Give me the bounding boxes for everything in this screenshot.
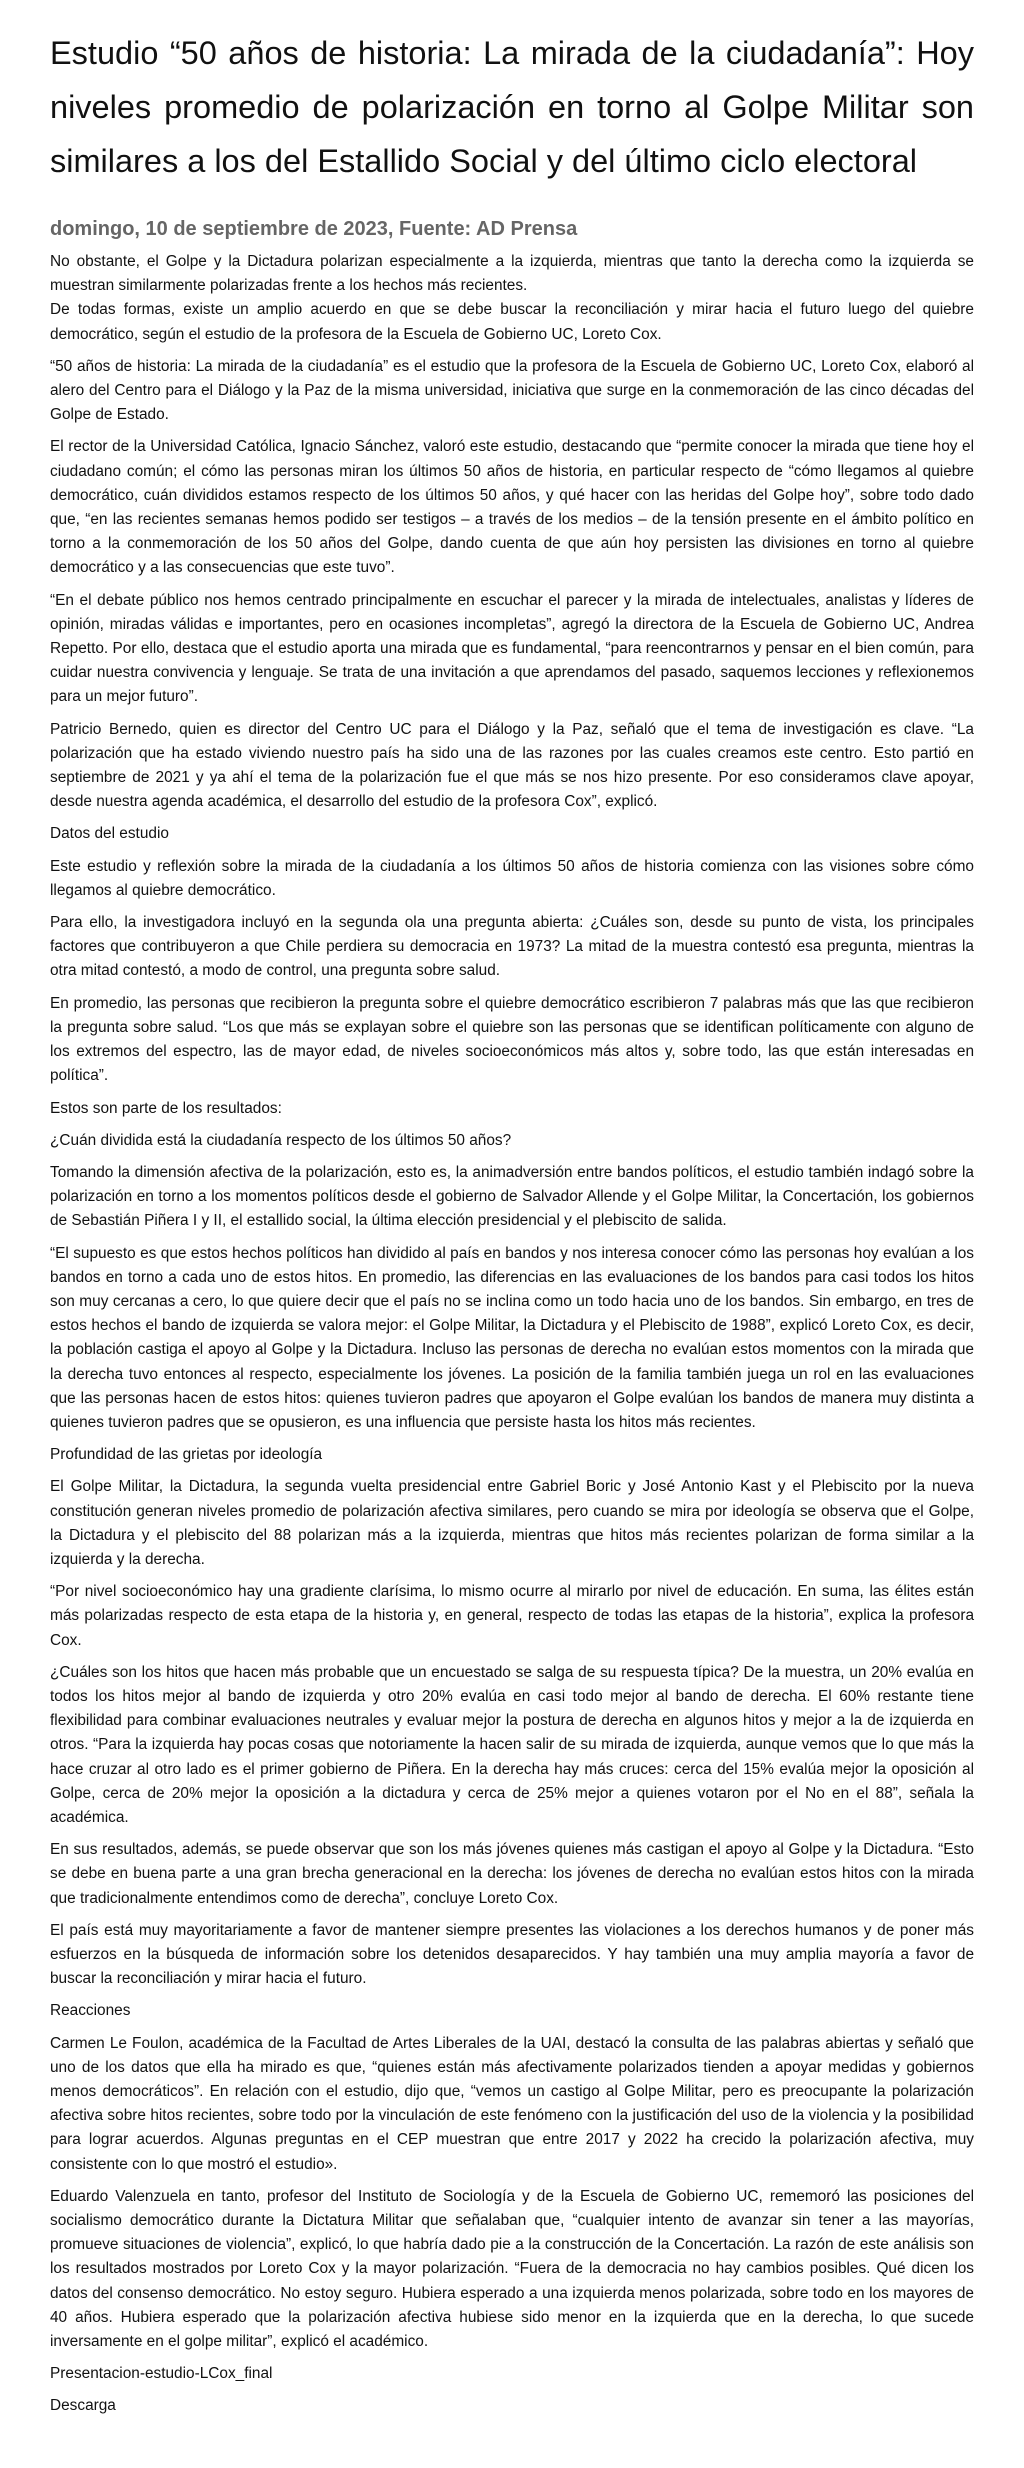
article-paragraph: Carmen Le Foulon, académica de la Facultad de Artes Liberales de la UAI, destacó la consulta de las palabras abiertas y señaló que uno de los datos que ella ha mirado es que, “quienes están más afectivamente polarizados tienden a apoyar medidas y gobiernos menos democráticos”. En relación con el estudio, dijo que, “vemos un castigo al Golpe Militar, pero es preocupante la polarización afectiva sobre hitos recientes, sobre todo por la vinculación de este fenómeno con la justificación del uso de la violencia y la posibilidad para lograr acuerdos. Algunas preguntas en el CEP muestran que entre 2017 y 2022 ha crecido la polarización afectiva, muy consistente con lo que mostró el estudio».: [50, 2034, 974, 2173]
article-paragraph: “50 años de historia: La mirada de la ciudadanía” es el estudio que la profesora de la Escuela de Gobierno UC, Loreto Cox, elaboró al alero del Centro para el Diálogo y la Paz de la misma universidad, iniciativa que surge en la conmemoración de las cinco décadas del Golpe de Estado.: [50, 357, 974, 424]
article-paragraph: El Golpe Militar, la Dictadura, la segunda vuelta presidencial entre Gabriel Boric y José Antonio Kast y el Plebiscito por la nueva constitución generan niveles promedio de polarización afectiva similares, pero cuando se mira por ideología se observa que el Golpe, la Dictadura y el plebiscito del 88 polarizan más a la izquierda, mientras que hitos más recientes polarizan de forma similar a la izquierda y la derecha.: [50, 1478, 974, 1568]
article-paragraph: “En el debate público nos hemos centrado principalmente en escuchar el parecer y la mirada de intelectuales, analistas y líderes de opinión, miradas válidas e importantes, pero en ocasiones incompletas”, agregó la directora de la Escuela de Gobierno UC, Andrea Repetto. Por ello, destaca que el estudio aporta una mirada que es fundamental, “para reencontrarnos y pensar en el bien común, para cuidar nuestra convivencia y lenguaje. Se trata de una invitación a que aprendamos del pasado, saquemos lecciones y reflexionemos para un mejor futuro”.: [50, 591, 974, 706]
article-paragraph: Tomando la dimensión afectiva de la polarización, esto es, la animadversión entre bandos políticos, el estudio también indagó sobre la polarización en torno a los momentos políticos desde el gobierno de Salvador Allende y el Golpe Militar, la Concertación, los gobiernos de Sebastián Piñera I y II, el estallido social, la última elección presidencial y el plebiscito de salida.: [50, 1163, 974, 1230]
section-heading: ¿Cuán dividida está la ciudadanía respecto de los últimos 50 años?: [50, 1131, 512, 1149]
section-heading: Datos del estudio: [50, 825, 169, 843]
article-title: Estudio “50 años de historia: La mirada de la ciudadanía”: Hoy niveles promedio de polarización en torno al Golpe Militar son similares a los del Estallido Social y del último ciclo electoral: [50, 35, 974, 179]
article-paragraph: Para ello, la investigadora incluyó en la segunda ola una pregunta abierta: ¿Cuáles son, desde su punto de vista, los principales factores que contribuyeron a que Chile perdiera su democracia en 1973? La mitad de la muestra contestó esa pregunta, mientras la otra mitad contestó, a modo de control, una pregunta sobre salud.: [50, 914, 974, 980]
article-paragraph: “Por nivel socioeconómico hay una gradiente clarísima, lo mismo ocurre al mirarlo por nivel de educación. En suma, las élites están más polarizadas respecto de esta etapa de la historia y, en general, respecto de todas las etapas de la historia”, explica la profesora Cox.: [50, 1583, 974, 1649]
article-paragraph: Eduardo Valenzuela en tanto, profesor del Instituto de Sociología y de la Escuela de Gobierno UC, rememoró las posiciones del socialismo democrático durante la Dictatura Militar que señalaban que, “cualquier intento de avanzar sin tener a las mayorías, promueve situaciones de violencia”, explicó, lo que habría dado pie a la construcción de la Concertación. La razón de este análisis son los resultados mostrados por Loreto Cox y la mayor polarización. “Fuera de la democracia no hay cambios posibles. Qué dicen los datos del consenso democrático. No estoy seguro. Hubiera esperado a una izquierda menos polarizada, sobre todo en los mayores de 40 años. Hubiera esperado que la polarización afectiva hubiese sido menor en la izquierda que en la derecha, lo que sucede inversamente en el golpe militar”, explicó el académico.: [50, 2187, 974, 2351]
article-paragraph: Estos son parte de los resultados:: [50, 1099, 282, 1117]
article-paragraph: En promedio, las personas que recibieron la pregunta sobre el quiebre democrático escribieron 7 palabras más que las que recibieron la pregunta sobre salud. “Los que más se explayan sobre el quiebre son las personas que se identifican políticamente con alguno de los extremos del espectro, las de mayor edad, de niveles socioeconómicos más altos y, sobre todo, las que están interesadas en política”.: [50, 994, 974, 1085]
section-heading: Reacciones: [50, 2002, 131, 2020]
article-paragraph: ¿Cuáles son los hitos que hacen más probable que un encuestado se salga de su respuesta típica? De la muestra, un 20% evalúa en todos los hitos mejor al bando de izquierda y otro 20% evalúa en casi todo mejor al bando de derecha. El 60% restante tiene flexibilidad para combinar evaluaciones neutrales y evaluar mejor la postura de derecha en algunos hitos y mejor a la de izquierda en otros. “Para la izquierda hay pocas cosas que notoriamente la hacen salir de su mirada de izquierda, aunque vemos que lo que más la hace cruzar al otro lado es el primer gobierno de Piñera. En la derecha hay más cruces: cerca del 15% evalúa mejor la oposición al Golpe, cerca de 20% mejor la oposición a la dictadura y cerca de 25% mejor a quienes votaron por el No en el 88”, señala la académica.: [50, 1663, 974, 1826]
attachment-link[interactable]: Presentacion-estudio-LCox_final: [50, 2365, 273, 2383]
download-link[interactable]: Descarga: [50, 2397, 116, 2415]
section-heading: Profundidad de las grietas por ideología: [50, 1446, 323, 1464]
article-paragraph: No obstante, el Golpe y la Dictadura polarizan especialmente a la izquierda, mientras que tanto la derecha como la izquierda se muestran similarmente polarizadas frente a los hechos más recientes.: [50, 253, 974, 295]
article-paragraph: “El supuesto es que estos hechos políticos han dividido al país en bandos y nos interesa conocer cómo las personas hoy evalúan a los bandos en torno a cada uno de estos hitos. En promedio, las diferencias en las evaluaciones de los bandos para casi todos los hitos son muy cercanas a cero, lo que quiere decir que el país no se inclina como un todo hacia uno de los bandos. Sin embargo, en tres de estos hechos el bando de izquierda se valora mejor: el Golpe Militar, la Dictadura y el Plebiscito de 1988”, explicó Loreto Cox, es decir, la población castiga el apoyo al Golpe y la Dictadura. Incluso las personas de derecha no evalúan estos momentos con la mirada que la derecha tuvo entonces al respecto, especialmente los jóvenes. La posición de la familia también juega un rol en las evaluaciones que las personas hacen de estos hitos: quienes tuvieron padres que apoyaron el Golpe evalúan los bandos de manera muy distinta a quienes tuvieron padres que se opusieron, es una influencia que persiste hasta los hitos más recientes.: [50, 1244, 974, 1431]
article-paragraph: Este estudio y reflexión sobre la mirada de la ciudadanía a los últimos 50 años de historia comienza con las visiones sobre cómo llegamos al quiebre democrático.: [50, 857, 974, 899]
article-paragraph: El rector de la Universidad Católica, Ignacio Sánchez, valoró este estudio, destacando que “permite conocer la mirada que tiene hoy el ciudadano común; el cómo las personas miran los últimos 50 años de historia, en particular respecto de “cómo llegamos al quiebre democrático, cuán divididos estamos respecto de los últimos 50 años, y qué hacer con las heridas del Golpe hoy”, sobre todo dado que, “en las recientes semanas hemos podido ser testigos – a través de los medios – de la tensión presente en el ámbito político en torno a la conmemoración de los 50 años del Golpe, dando cuenta de que aún hoy persisten las divisiones en torno al quiebre democrático y a las consecuencias que este tuvo”.: [50, 438, 974, 577]
article-paragraph: El país está muy mayoritariamente a favor de mantener siempre presentes las violaciones a los derechos humanos y de poner más esfuerzos en la búsqueda de información sobre los detenidos desaparecidos. Y hay también una muy amplia mayoría a favor de buscar la reconciliación y mirar hacia el futuro.: [50, 1921, 974, 1988]
article-paragraph: De todas formas, existe un amplio acuerdo en que se debe buscar la reconciliación y mirar hacia el futuro luego del quiebre democrático, según el estudio de la profesora de la Escuela de Gobierno UC, Loreto Cox.: [50, 301, 974, 343]
article-paragraph: En sus resultados, además, se puede observar que son los más jóvenes quienes más castigan el apoyo al Golpe y la Dictadura. “Esto se debe en buena parte a una gran brecha generacional en la derecha: los jóvenes de derecha no evalúan estos hitos con la mirada que tradicionalmente entendimos como de derecha”, concluye Loreto Cox.: [50, 1841, 974, 1907]
article-paragraph: Patricio Bernedo, quien es director del Centro UC para el Diálogo y la Paz, señaló que el tema de investigación es clave. “La polarización que ha estado viviendo nuestro país ha sido una de las razones por las cuales creamos este centro. Esto partió en septiembre de 2021 y ya ahí el tema de la polarización fue el que más se nos hizo presente. Por eso consideramos clave apoyar, desde nuestra agenda académica, el desarrollo del estudio de la profesora Cox”, explicó.: [50, 720, 974, 811]
article-meta: domingo, 10 de septiembre de 2023, Fuente: AD Prensa: [50, 218, 578, 240]
